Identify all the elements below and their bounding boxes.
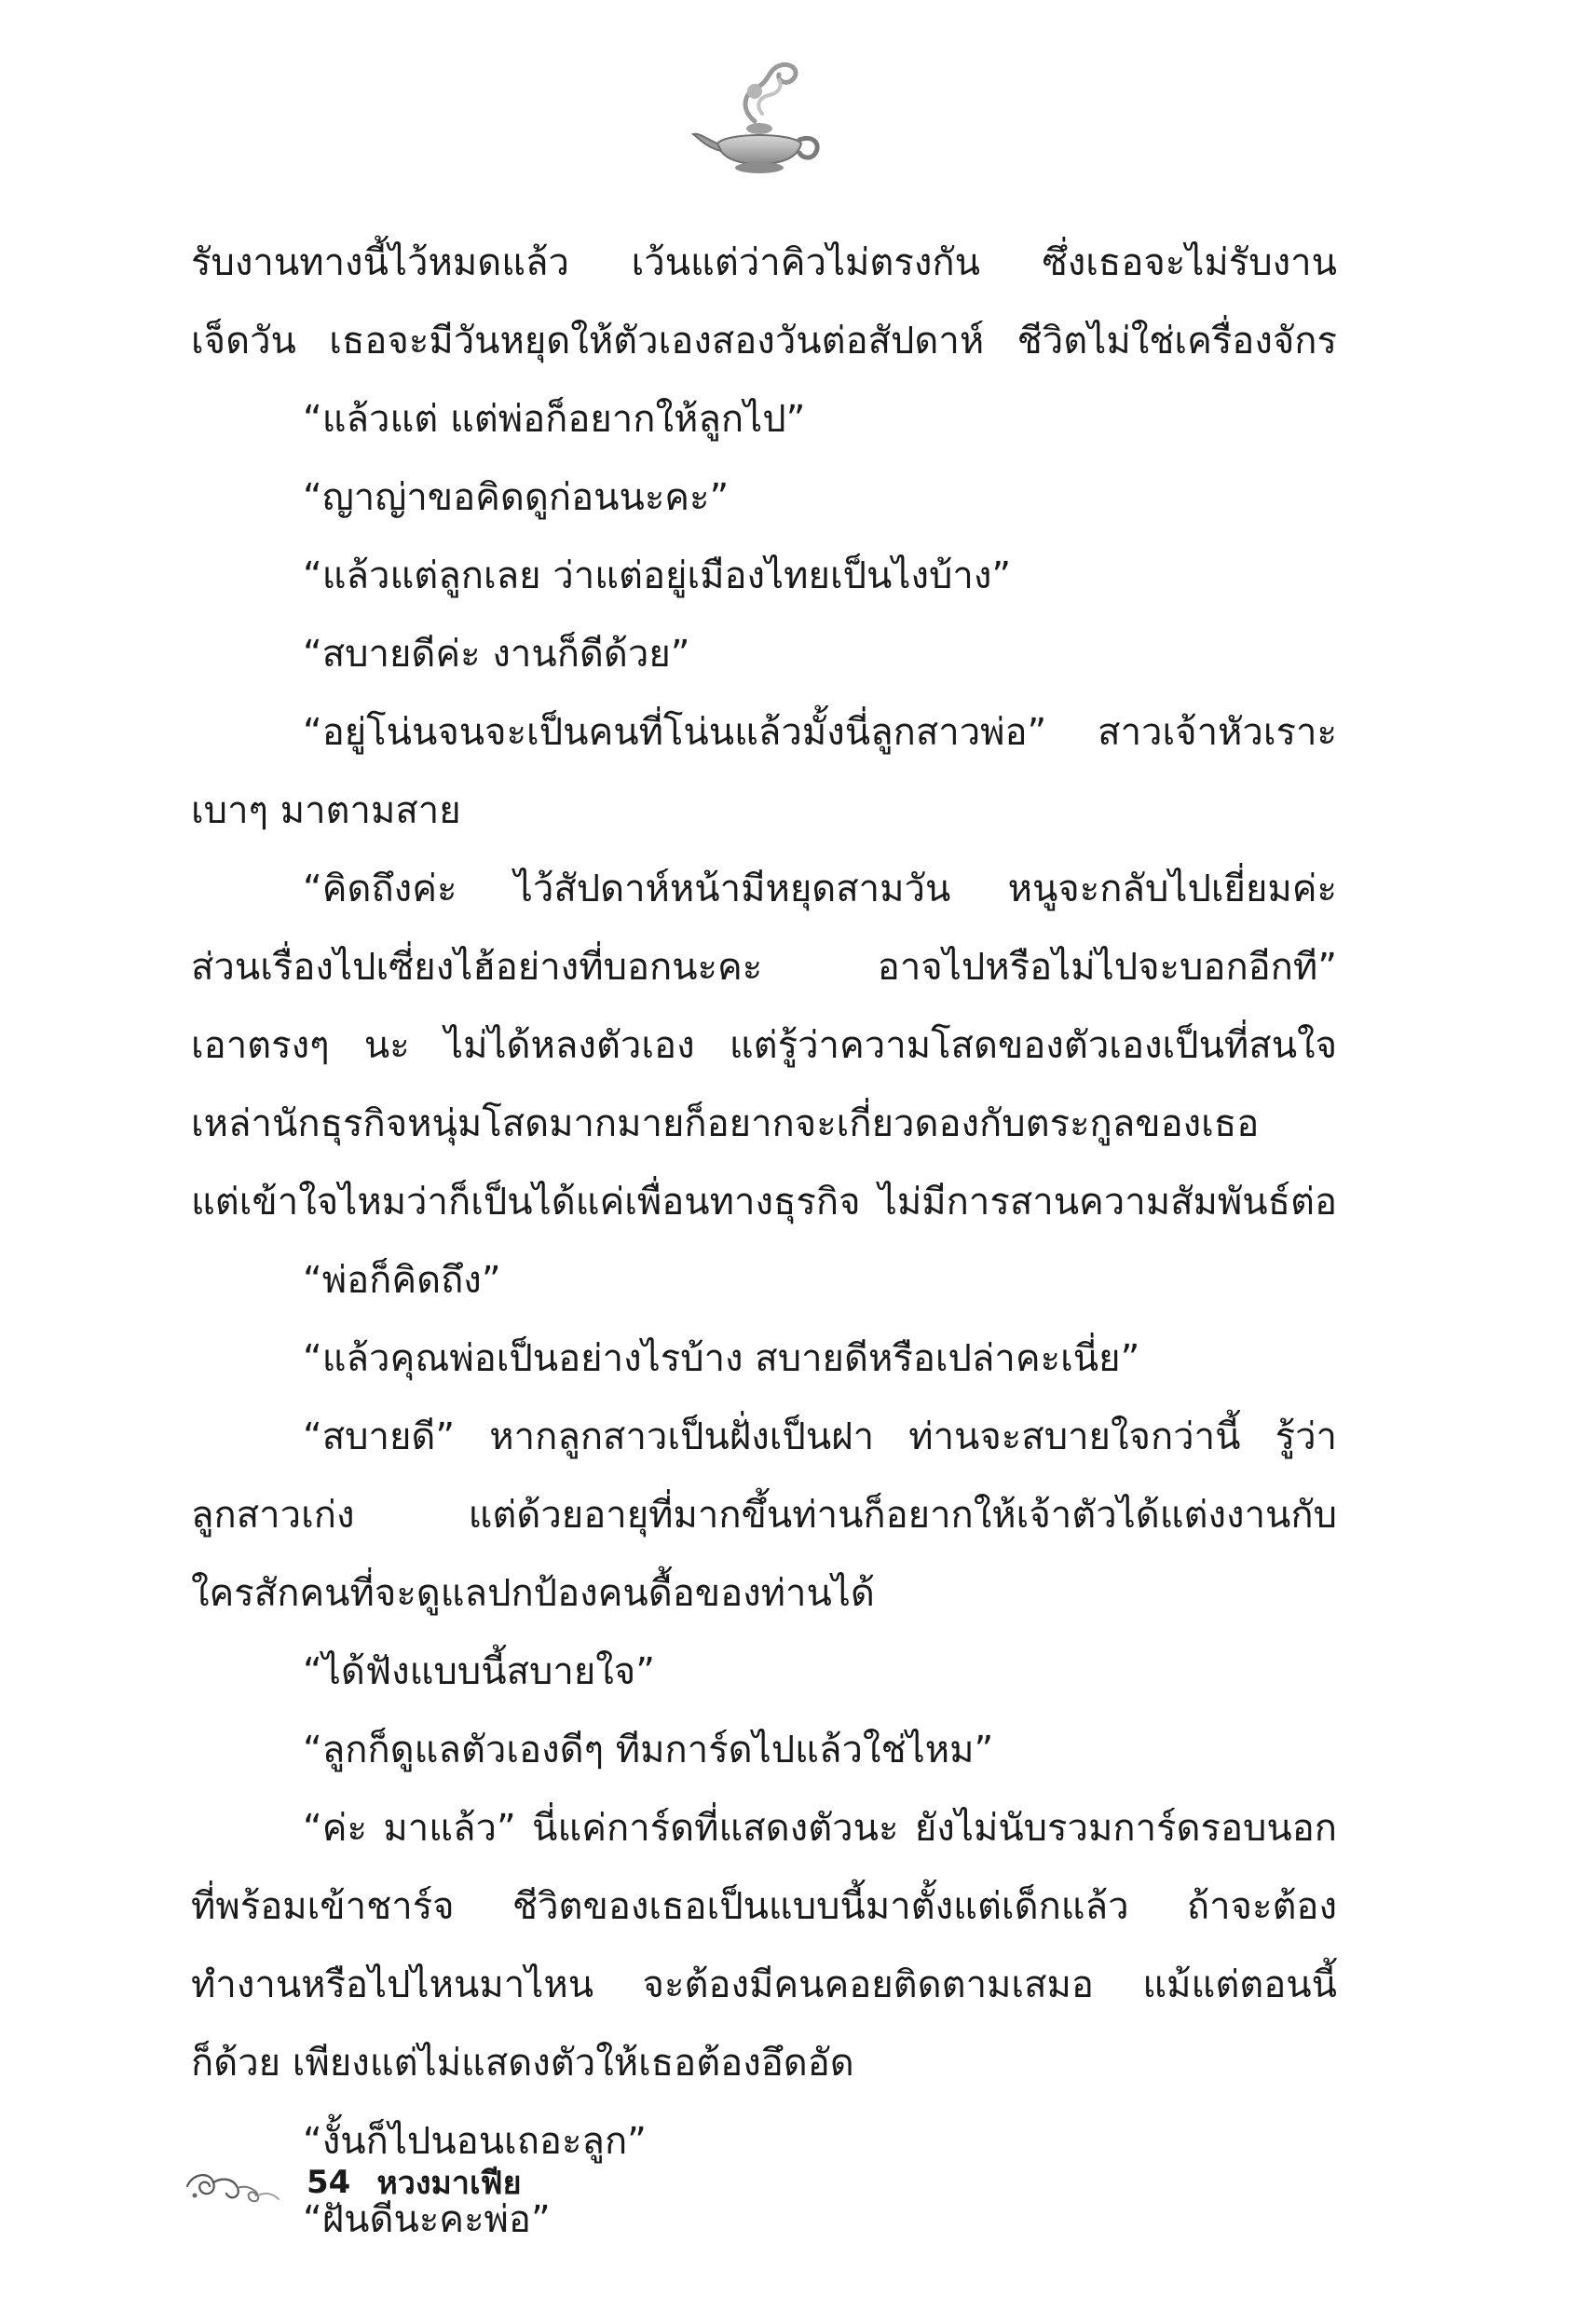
text-line: เบาๆ มาตามสาย [191,789,461,832]
page-number: 54 [307,2164,351,2201]
text-line: ที่พร้อมเข้าชาร์จ ชีวิตของเธอเป็นแบบนี้มาตั้งแต่เด็กแล้ว ถ้าจะต้อง [191,1885,1337,1928]
text-line: “พ่อก็คิดถึง” [303,1259,501,1302]
text-line: “แล้วแต่ แต่พ่อก็อยากให้ลูกไป” [303,398,806,441]
text-line: “อยู่โน่นจนจะเป็นคนที่โน่นแล้วมั้งนี่ลูกสาวพ่อ” สาวเจ้าหัวเราะ [303,711,1337,754]
body-text [191,224,1337,2259]
text-line: “สบายดีค่ะ งานก็ดีด้วย” [303,633,690,676]
text-line: แต่เข้าใจไหมว่าก็เป็นได้แค่เพื่อนทางธุรกิจ ไม่มีการสานความสัมพันธ์ต่อ [191,1181,1337,1224]
text-line: “แล้วคุณพ่อเป็นอย่างไรบ้าง สบายดีหรือเปล่าคะเนี่ย” [303,1337,1140,1380]
text-line: เหล่านักธุรกิจหนุ่มโสดมากมายก็อยากจะเกี่ยวดองกับตระกูลของเธอ [191,1102,1260,1145]
text-line: รับงานทางนี้ไว้หมดแล้ว เว้นแต่ว่าคิวไม่ตรงกัน ซึ่งเธอจะไม่รับงาน [191,241,1337,284]
text-line: ลูกสาวเก่ง แต่ด้วยอายุที่มากขึ้นท่านก็อยากให้เจ้าตัวได้แต่งงานกับ [191,1494,1337,1537]
book-title: หวงมาเฟีย [376,2165,522,2202]
text-line: “ลูกก็ดูแลตัวเองดีๆ ทีมการ์ดไปแล้วใช่ไหม” [303,1729,994,1771]
text-line: ส่วนเรื่องไปเซี่ยงไฮ้อย่างที่บอกนะคะ อาจไปหรือไม่ไปจะบอกอีกที” [191,946,1337,989]
text-line: “สบายดี” หากลูกสาวเป็นฝั่งเป็นฝา ท่านจะสบายใจกว่านี้ รู้ว่า [303,1415,1337,1458]
text-line: ใครสักคนที่จะดูแลปกป้องคนดื้อของท่านได้ [191,1572,875,1615]
genie-lamp-icon [689,54,829,185]
text-line: “ค่ะ มาแล้ว” นี่แค่การ์ดที่แสดงตัวนะ ยังไม่นับรวมการ์ดรอบนอก [303,1807,1337,1850]
text-line: ก็ด้วย เพียงแต่ไม่แสดงตัวให้เธอต้องอึดอัด [191,2042,854,2085]
text-line: “งั้นก็ไปนอนเถอะลูก” [303,2120,647,2163]
text-line: เอาตรงๆ นะ ไม่ได้หลงตัวเอง แต่รู้ว่าความโสดของตัวเองเป็นที่สนใจ [191,1024,1337,1067]
text-line: “แล้วแต่ลูกเลย ว่าแต่อยู่เมืองไทยเป็นไงบ้าง” [303,554,1012,597]
text-line: “คิดถึงค่ะ ไว้สัปดาห์หน้ามีหยุดสามวัน หนูจะกลับไปเยี่ยมค่ะ [303,868,1337,910]
text-line: “ญาญ่าขอคิดดูก่อนนะคะ” [303,476,730,519]
text-line: “ฝันดีนะคะพ่อ” [303,2198,551,2241]
text-line: เจ็ดวัน เธอจะมีวันหยุดให้ตัวเองสองวันต่อสัปดาห์ ชีวิตไม่ใช่เครื่องจักร [191,320,1337,362]
text-line: “ได้ฟังแบบนี้สบายใจ” [303,1650,655,1693]
page-footer [182,2154,522,2210]
text-line: ทำงานหรือไปไหนมาไหน จะต้องมีคนคอยติดตามเสมอ แม้แต่ตอนนี้ [191,1963,1337,2006]
swirl-ornament-icon [182,2158,284,2207]
